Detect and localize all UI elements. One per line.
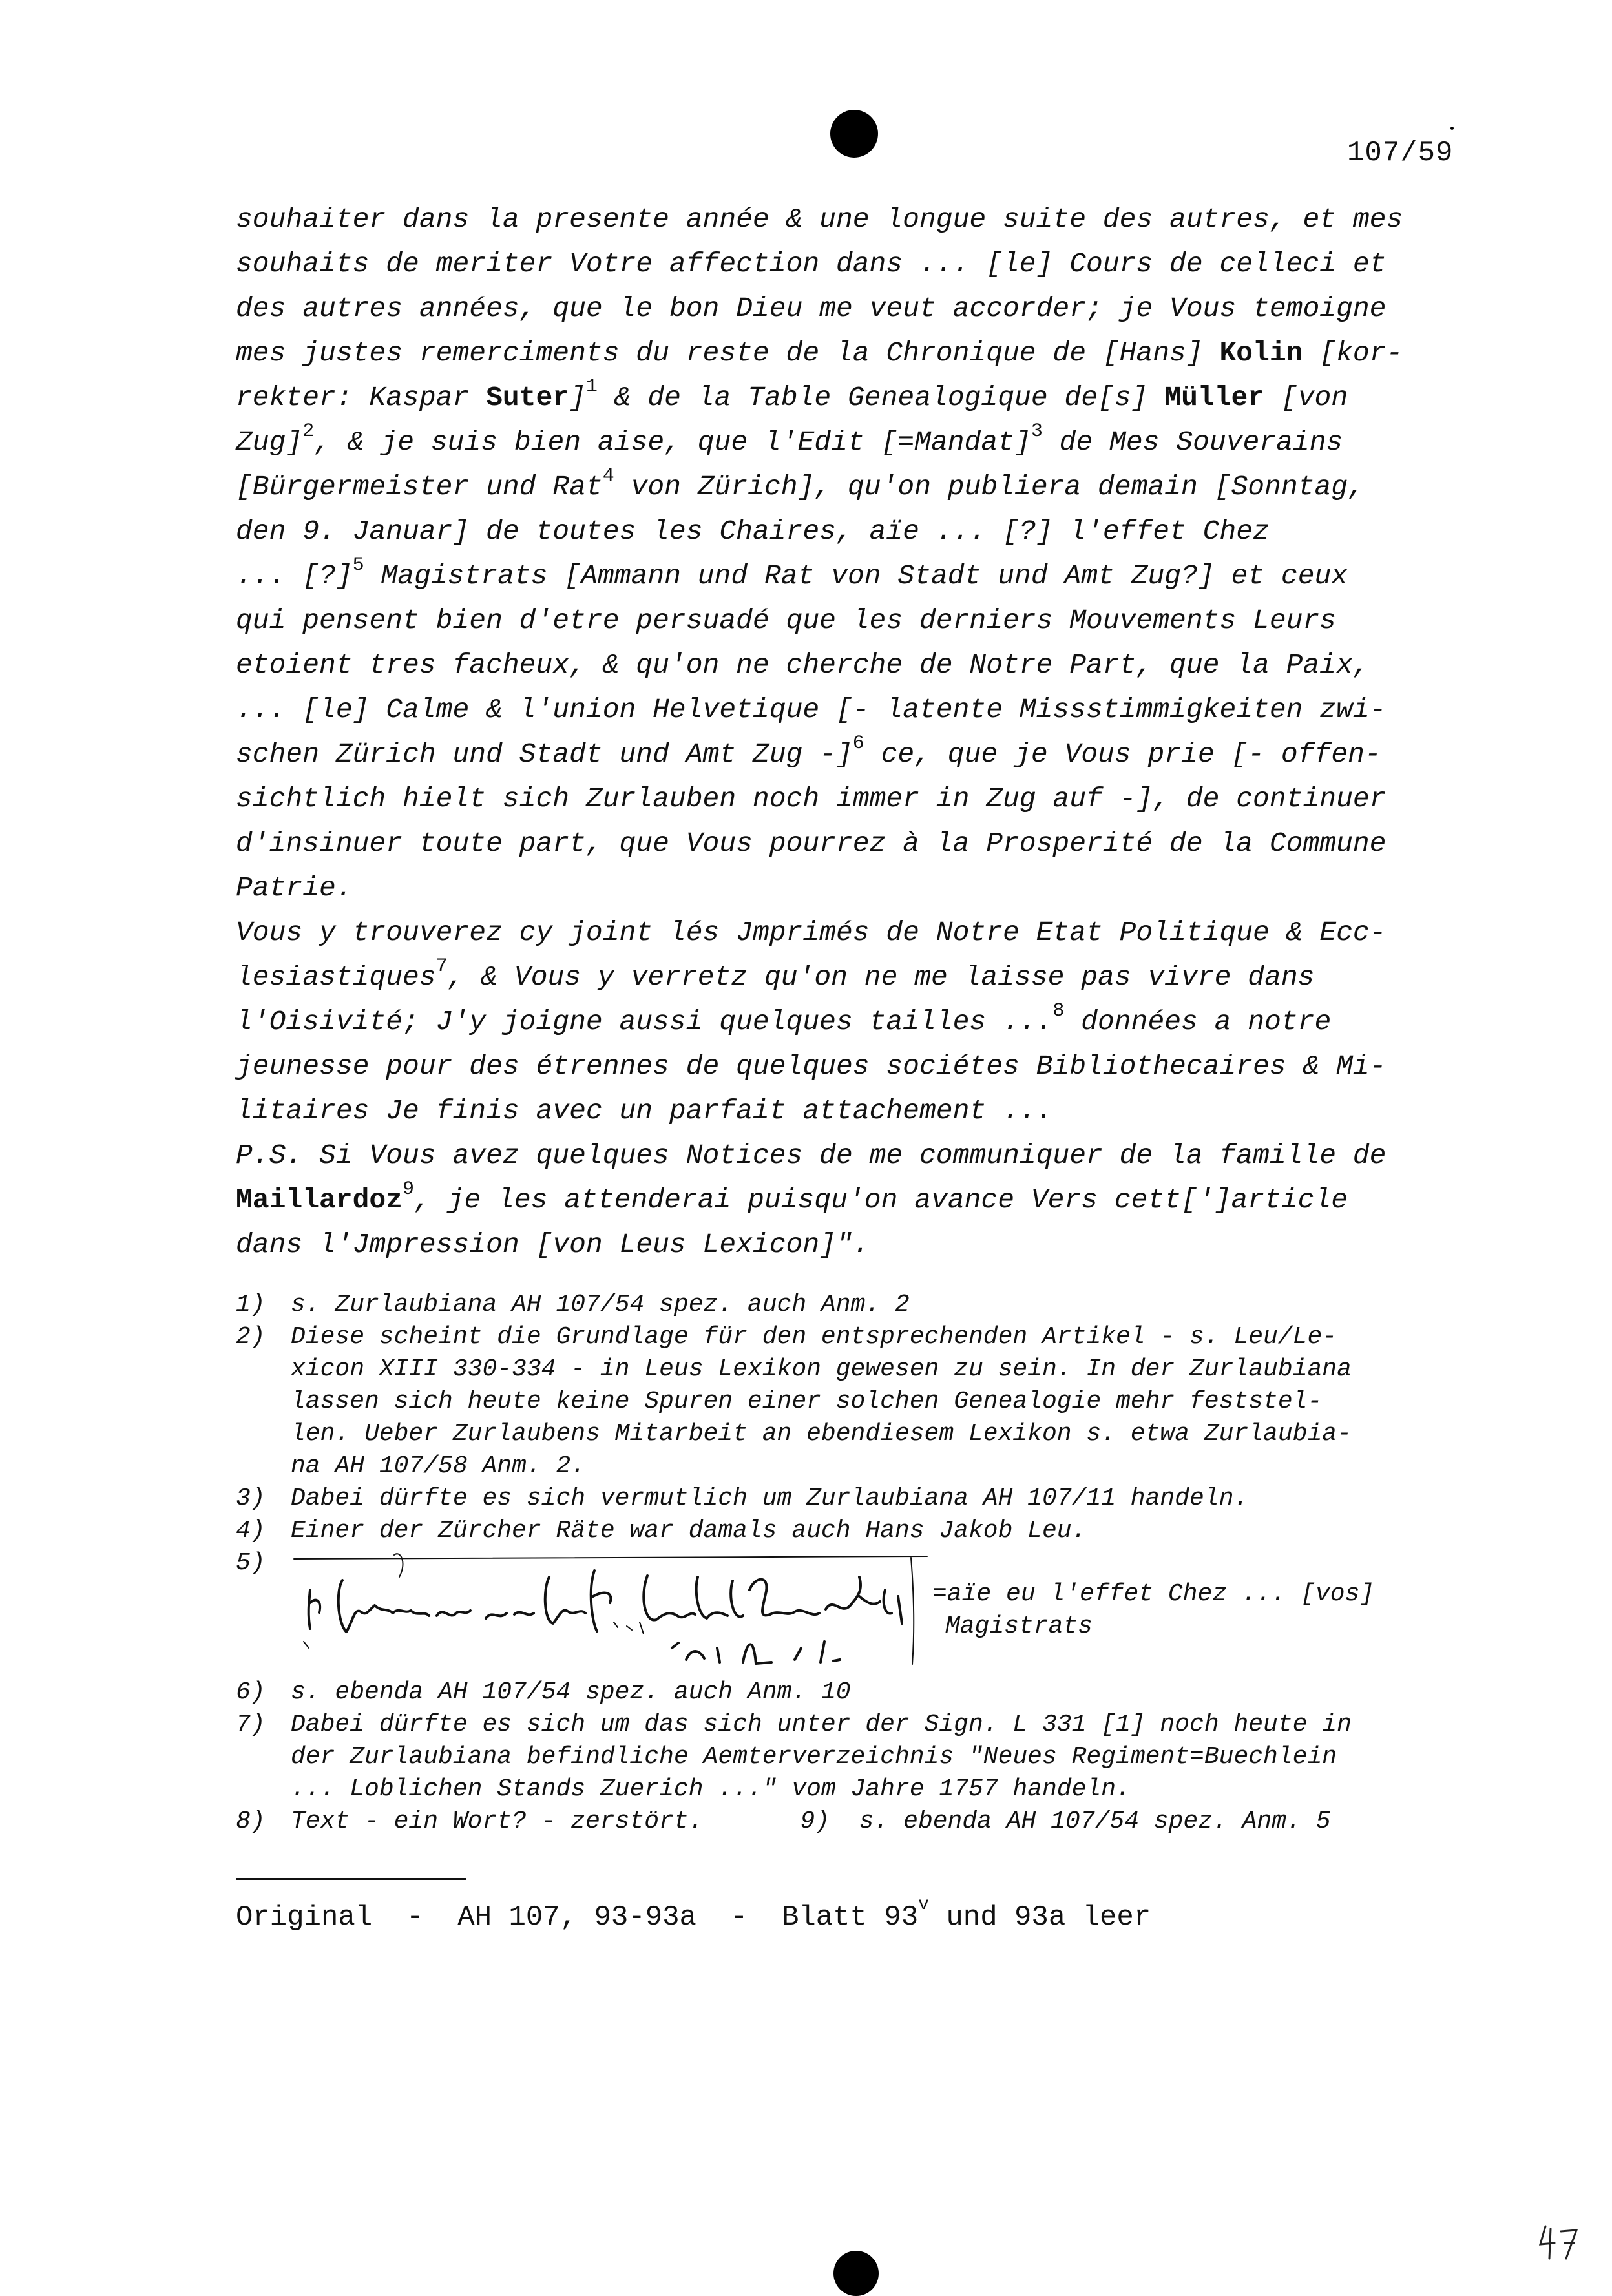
footnote-2 <box>236 1321 1470 1483</box>
footnote-ref: 2 <box>302 420 315 443</box>
text-span: Vous y trouverez cy joint lés Jmprimés de Notre Etat Politique & Ecc- <box>236 917 1387 948</box>
footnote-text <box>291 1321 1352 1483</box>
text-span: souhaiter dans la presente année & une longue suite des autres, et mes <box>236 204 1403 235</box>
text-line <box>236 732 1467 777</box>
text-span: den 9. Januar] de toutes les Chaires, aïe ... [?] l'effet Chez <box>236 516 1270 547</box>
text-span: , & Vous y verretz qu'on ne me laisse pas vivre dans <box>447 961 1315 993</box>
text-line <box>236 242 1467 286</box>
footnote-number: 5) <box>236 1549 266 1577</box>
text-line <box>236 286 1467 331</box>
footnote-line: na AH 107/58 Anm. 2. <box>291 1452 586 1480</box>
text-span: Zug] <box>236 426 303 458</box>
footnote-5 <box>236 1547 1470 1676</box>
bold-name: Müller <box>1164 382 1265 413</box>
footnote-ref: 8 <box>1052 999 1065 1022</box>
footnote-text <box>291 1709 1352 1806</box>
script-stroke <box>644 1576 695 1620</box>
footnote-number: 8) <box>236 1808 266 1835</box>
text-line <box>236 197 1467 242</box>
footnote-line: Text - ein Wort? - zerstört. <box>291 1808 704 1835</box>
text-span: [Bürgermeister und Rat <box>236 471 603 503</box>
footnote-number: 1) <box>236 1291 266 1319</box>
footnotes <box>236 1289 1470 1838</box>
text-line <box>236 598 1467 643</box>
footnote-text <box>291 1676 851 1709</box>
script-stroke <box>749 1580 819 1616</box>
text-span: Magistrats [Ammann und Rat von Stadt und Amt Zug?] et ceux <box>364 560 1348 592</box>
text-span: d'insinuer toute part, que Vous pourrez à la Prosperité de la Commune <box>236 828 1387 859</box>
text-line <box>236 999 1467 1044</box>
script-stroke <box>309 1590 320 1629</box>
text-span: von Zürich], qu'on publiera demain [Sonntag, <box>614 471 1365 503</box>
footnote-ref: 9 <box>403 1178 415 1200</box>
footnote-ref: 7 <box>435 955 448 977</box>
footnote-number: 7) <box>236 1711 266 1738</box>
text-span: litaires Je finis avec un parfait attachement ... <box>236 1095 1053 1127</box>
footnote-line: s. ebenda AH 107/54 spez. Anm. 5 <box>859 1808 1331 1835</box>
text-line <box>236 1222 1467 1267</box>
text-span: ce, que je Vous prie [- offen- <box>864 738 1381 770</box>
text-line <box>236 554 1467 598</box>
footnote-line: Einer der Zürcher Räte war damals auch Hans Jakob Leu. <box>291 1517 1087 1545</box>
text-span: lesiastiques <box>236 961 436 993</box>
text-line <box>236 866 1467 910</box>
handwritten-folio-number <box>1536 2222 1582 2261</box>
text-line <box>236 687 1467 732</box>
footnote-line: =aïe eu l'effet Chez ... [vos] <box>932 1580 1375 1608</box>
footnote-line: lassen sich heute keine Spuren einer solchen Genealogie mehr feststel- <box>291 1388 1323 1415</box>
footnote-text <box>291 1806 1330 1838</box>
punch-hole-bottom <box>833 2251 879 2296</box>
script-stroke <box>545 1577 585 1623</box>
text-line <box>236 1089 1467 1133</box>
text-span: [kor- <box>1303 337 1403 369</box>
script-stroke <box>826 1577 880 1609</box>
footnote-ref: 6 <box>852 732 864 755</box>
footnote-line: xicon XIII 330-334 - in Leus Lexikon gewesen zu sein. In der Zurlaubiana <box>291 1355 1352 1383</box>
scan-speck <box>1450 127 1454 130</box>
footnote-4 <box>236 1515 1470 1547</box>
footnote-number: 9) <box>800 1808 830 1835</box>
text-line <box>236 777 1467 821</box>
script-stroke <box>672 1642 840 1664</box>
script-stroke <box>696 1577 743 1618</box>
footnote-line: s. ebenda AH 107/54 spez. auch Anm. 10 <box>291 1678 851 1706</box>
text-line <box>236 375 1467 420</box>
letter-body <box>236 197 1467 1267</box>
footnote-1 <box>236 1289 1470 1321</box>
text-span: , je les attenderai puisqu'on avance Vers cett[']article <box>414 1184 1348 1216</box>
footnote-ref: 3 <box>1031 420 1043 443</box>
footnote-7 <box>236 1709 1470 1806</box>
footnote-line: len. Ueber Zurlaubens Mitarbeit an ebendiesem Lexikon s. etwa Zurlaubia- <box>291 1420 1352 1448</box>
source-text: und 93a leer <box>928 1901 1151 1934</box>
text-span: ... [le] Calme & l'union Helvetique [- latente Missstimmigkeiten zwi- <box>236 694 1387 725</box>
text-span: schen Zürich und Stadt und Amt Zug -] <box>236 738 853 770</box>
text-line <box>236 1178 1467 1222</box>
text-span: [von <box>1264 382 1348 413</box>
text-span: l'Oisivité; J'y joigne aussi quelques tailles ... <box>236 1006 1053 1038</box>
text-line <box>236 955 1467 999</box>
script-stroke <box>437 1611 470 1616</box>
scan-edge-top <box>294 1556 927 1559</box>
text-line <box>236 464 1467 509</box>
footnote-8-9 <box>236 1806 1470 1838</box>
text-line <box>236 1133 1467 1178</box>
text-span: souhaits de meriter Votre affection dans ... [le] Cours de celleci et <box>236 248 1387 280</box>
text-line <box>236 331 1467 375</box>
text-span: & de la Table Genealogique de[s] <box>597 382 1165 413</box>
script-stroke <box>884 1590 902 1623</box>
script-stroke <box>304 1622 644 1648</box>
text-line <box>236 910 1467 955</box>
footnote-line: Magistrats <box>945 1612 1093 1640</box>
footnote-text <box>291 1289 910 1321</box>
footnote-ref: 1 <box>585 375 598 398</box>
footnote-number: 3) <box>236 1485 266 1512</box>
text-span: Patrie. <box>236 872 353 904</box>
text-span: sichtlich hielt sich Zurlauben noch immer in Zug auf -], de continuer <box>236 783 1387 815</box>
text-span: qui pensent bien d'etre persuadé que les derniers Mouvements Leurs <box>236 605 1337 636</box>
text-span: jeunesse pour des étrennes de quelques sociétes Bibliothecaires & Mi- <box>236 1050 1387 1082</box>
text-line <box>236 509 1467 554</box>
verso-mark: v <box>918 1895 929 1915</box>
page-number: 107/59 <box>1347 137 1454 169</box>
footnote-3 <box>236 1483 1470 1515</box>
scan-edge-right <box>911 1558 914 1664</box>
text-line <box>236 1044 1467 1089</box>
text-span: ] <box>569 382 586 413</box>
footnote-number: 4) <box>236 1517 266 1545</box>
footnote-line: ... Loblichen Stands Zuerich ..." vom Jahre 1757 handeln. <box>291 1775 1131 1803</box>
scan-mark <box>394 1554 403 1577</box>
footnote-number: 6) <box>236 1678 266 1706</box>
footnote-6 <box>236 1676 1470 1709</box>
text-line <box>236 821 1467 866</box>
text-span: données a notre <box>1064 1006 1332 1038</box>
text-span: de Mes Souverains <box>1042 426 1343 458</box>
footnote-text <box>291 1515 1086 1547</box>
footnote-line: Dabei dürfte es sich vermutlich um Zurlaubiana AH 107/11 handeln. <box>291 1485 1249 1512</box>
text-span: etoient tres facheux, & qu'on ne cherche de Notre Part, que la Paix, <box>236 649 1370 681</box>
punch-hole-top <box>830 110 878 158</box>
footnote-line: der Zurlaubiana befindliche Aemterverzeichnis "Neues Regiment=Buechlein <box>291 1743 1337 1771</box>
text-line <box>236 643 1467 687</box>
text-span: des autres années, que le bon Dieu me veut accorder; je Vous temoigne <box>236 293 1387 324</box>
bold-name: Kolin <box>1219 337 1303 369</box>
footnote-line: s. Zurlaubiana AH 107/54 spez. auch Anm. 2 <box>291 1291 910 1319</box>
text-span: dans l'Jmpression [von Leus Lexicon]". <box>236 1229 870 1260</box>
footnote-text <box>291 1483 1248 1515</box>
handwriting-scan-image <box>291 1551 937 1667</box>
footnote-line: Dabei dürfte es sich um das sich unter der Sign. L 331 [1] noch heute in <box>291 1711 1352 1738</box>
footnote-number: 2) <box>236 1323 266 1351</box>
bold-name: Suter <box>486 382 570 413</box>
source-divider <box>236 1878 466 1880</box>
source-text: Original - AH 107, 93-93a - Blatt 93 <box>236 1901 919 1934</box>
footnote-ref: 5 <box>352 554 364 576</box>
text-span: P.S. Si Vous avez quelques Notices de me communiquer de la famille de <box>236 1140 1387 1171</box>
script-stroke <box>591 1571 611 1631</box>
text-span: rekter: Kaspar <box>236 382 487 413</box>
footnote-ref: 4 <box>602 464 614 487</box>
source-line <box>236 1895 1151 1936</box>
text-span: , & je suis bien aise, que l'Edit [=Mandat] <box>314 426 1031 458</box>
text-span: mes justes remerciments du reste de la Chronique de [Hans] <box>236 337 1220 369</box>
footnote-text <box>932 1578 1374 1643</box>
footnote-line: Diese scheint die Grundlage für den entsprechenden Artikel - s. Leu/Le- <box>291 1323 1337 1351</box>
script-stroke <box>339 1580 429 1632</box>
text-span: ... [?] <box>236 560 353 592</box>
script-stroke <box>486 1612 534 1618</box>
bold-name: Maillardoz <box>236 1184 403 1216</box>
text-line <box>236 420 1467 464</box>
